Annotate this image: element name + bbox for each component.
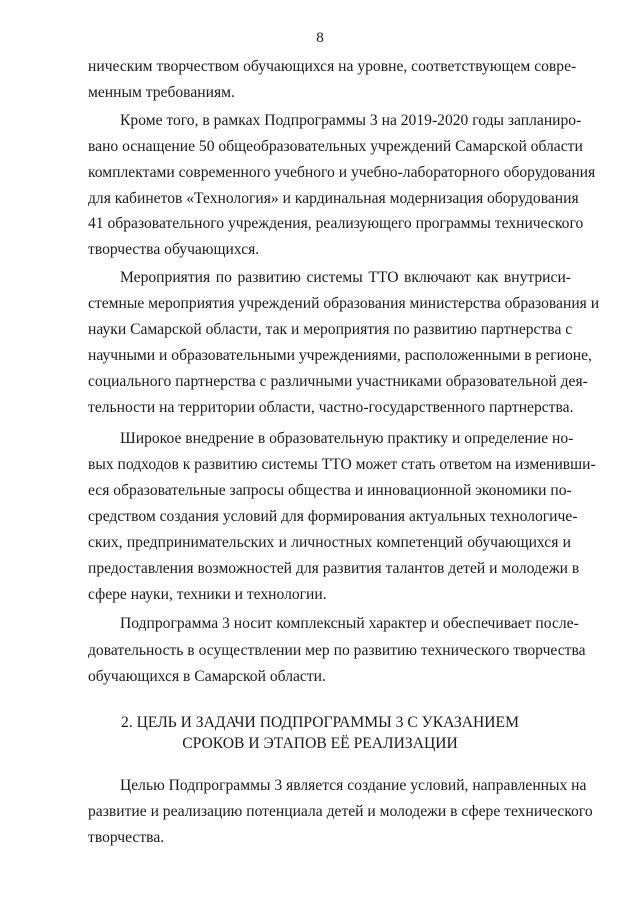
section-heading-line-2: СРОКОВ И ЭТАПОВ ЕЁ РЕАЛИЗАЦИИ: [182, 735, 458, 752]
final-paragraph-line-1: Целью Подпрограммы 3 является создание условий, направленных на: [120, 777, 587, 794]
paragraph-2-line-1: Кроме того, в рамках Подпрограммы 3 на 2019-2020 годы запланиро-: [120, 112, 582, 129]
paragraph-2-line-4: для кабинетов «Технология» и кардинальная модернизация оборудования: [88, 190, 579, 207]
paragraph-4-line-5: ских, предпринимательских и личностных компетенций обучающихся и: [88, 534, 571, 551]
paragraph-5-line-1: Подпрограмма 3 носит комплексный характер и обеспечивает после-: [120, 615, 579, 632]
paragraph-2-line-5: 41 образовательного учреждения, реализующего программы технического: [88, 215, 584, 232]
paragraph-3-line-1: Мероприятия по развитию системы ТТО включают как внутриси-: [120, 269, 571, 286]
paragraph-4-line-2: вых подходов к развитию системы ТТО может стать ответом на изменивши-: [88, 456, 596, 473]
paragraph-5-line-2: довательность в осуществлении мер по развитию технического творчества: [88, 642, 586, 659]
paragraph-3-line-6: тельности на территории области, частно-государственного партнерства.: [88, 399, 574, 416]
page-number: 8: [316, 30, 324, 46]
paragraph-1-line-1: ническим творчеством обучающихся на уровне, соответствующем совре-: [88, 58, 577, 75]
paragraph-4-line-3: еся образовательные запросы общества и инновационной экономики по-: [88, 482, 572, 499]
paragraph-3-line-3: науки Самарской области, так и мероприятия по развитию партнерства с: [88, 321, 573, 338]
paragraph-3-line-2: стемные мероприятия учреждений образования министерства образования и: [88, 295, 600, 312]
paragraph-2-line-3: комплектами современного учебного и учебно-лабораторного оборудования: [88, 164, 596, 181]
paragraph-4-line-6: предоставления возможностей для развития талантов детей и молодежи в: [88, 560, 580, 577]
paragraph-2-line-6: творчества обучающихся.: [88, 241, 260, 258]
paragraph-5-line-3: обучающихся в Самарской области.: [88, 668, 326, 685]
paragraph-2-line-2: вано оснащение 50 общеобразовательных учреждений Самарской области: [88, 138, 583, 155]
paragraph-1-line-2: менным требованиям.: [88, 84, 235, 101]
paragraph-4-line-7: сфере науки, техники и технологии.: [88, 586, 327, 603]
paragraph-4-line-1: Широкое внедрение в образовательную практику и определение но-: [120, 430, 574, 447]
paragraph-4-line-4: средством создания условий для формирования актуальных технологиче-: [88, 508, 578, 525]
final-paragraph-line-3: творчества.: [88, 829, 165, 846]
paragraph-3-line-4: научными и образовательными учреждениями, расположенными в регионе,: [88, 347, 592, 364]
paragraph-3-line-5: социального партнерства с различными участниками образовательной дея-: [88, 373, 588, 390]
section-heading-line-1: 2. ЦЕЛЬ И ЗАДАЧИ ПОДПРОГРАММЫ 3 С УКАЗАНИЕМ: [121, 714, 519, 731]
final-paragraph-line-2: развитие и реализацию потенциала детей и молодежи в сфере технического: [88, 803, 593, 820]
